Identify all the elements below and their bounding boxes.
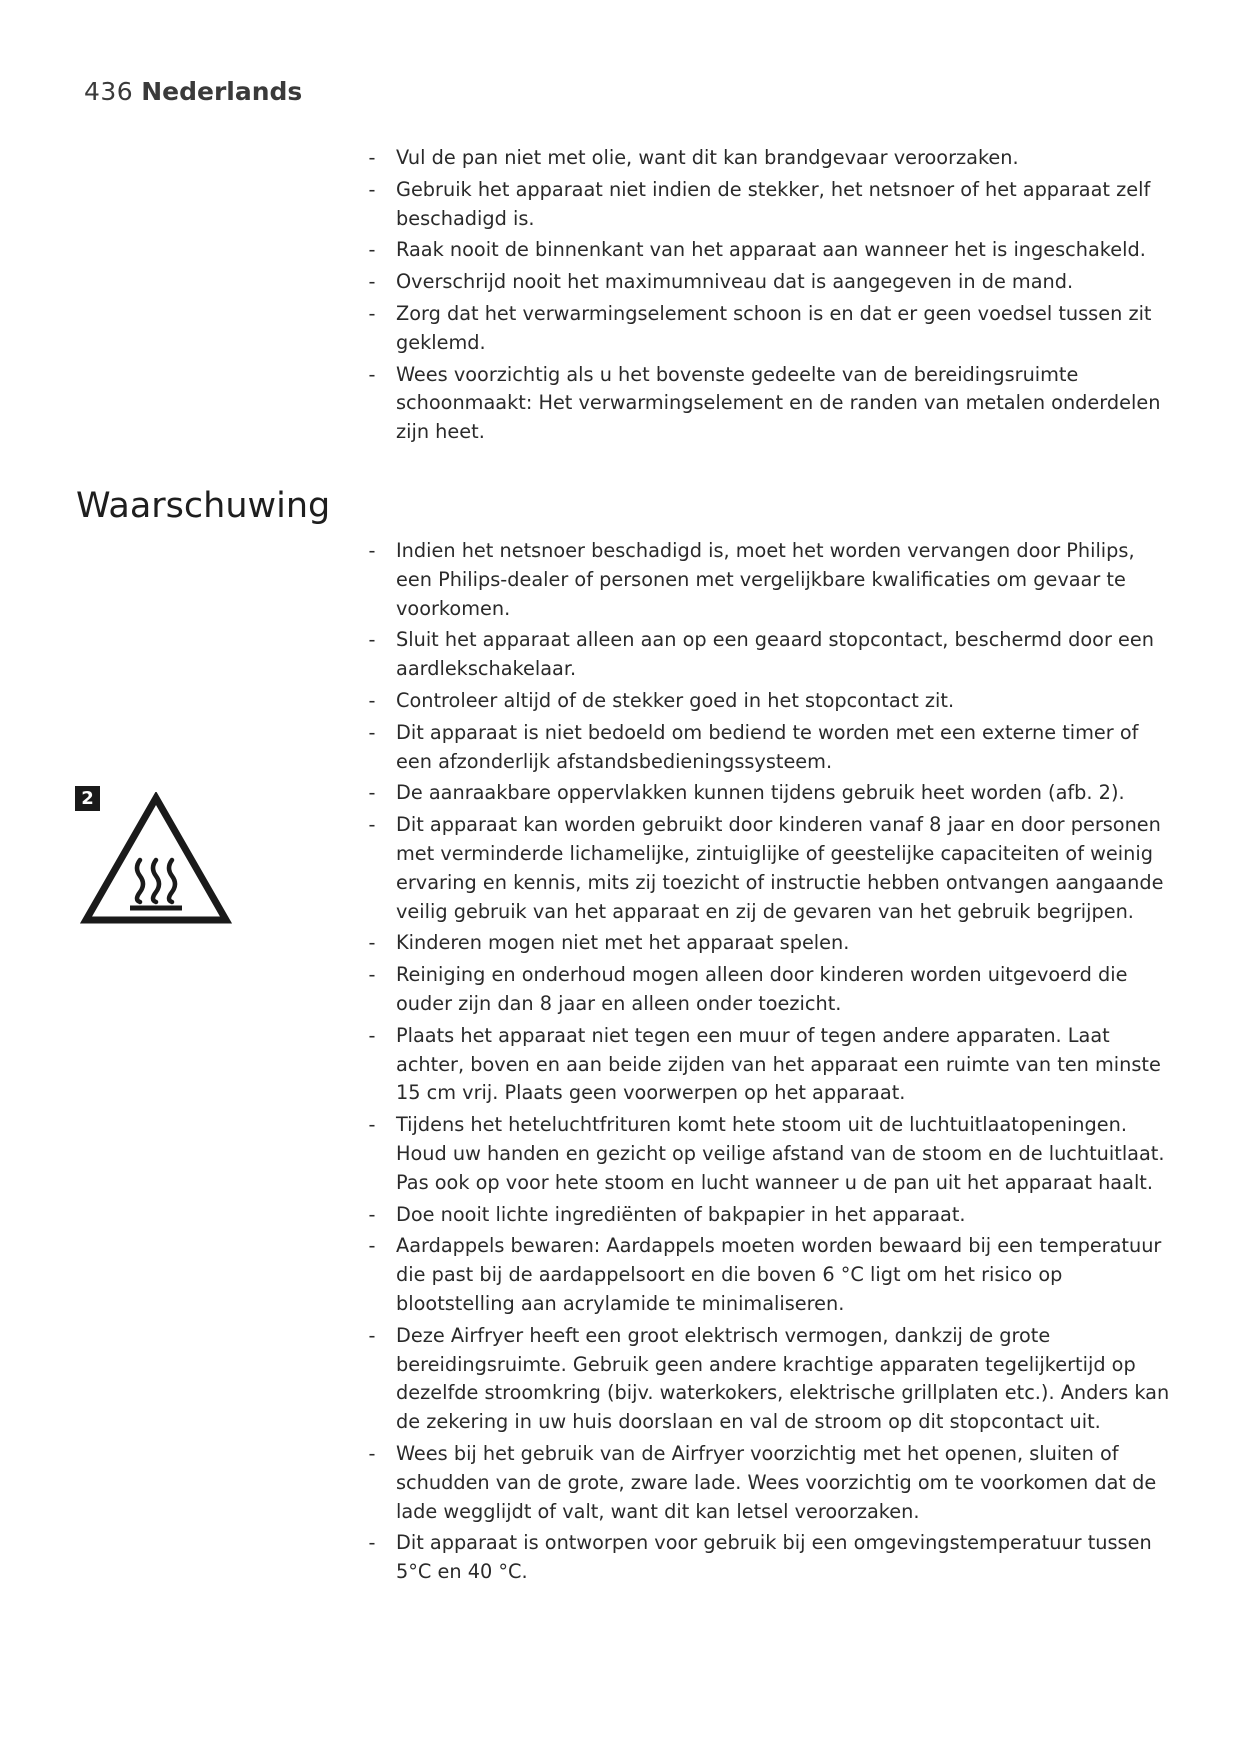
bullet-dash: - bbox=[368, 720, 376, 744]
list-item bbox=[362, 176, 1170, 234]
list-item-text: Plaats het apparaat niet tegen een muur of tegen andere apparaten. Laat achter, boven en aan beide zijden van het apparaat een ruimte van ten minste 15 cm vrij. Plaats geen voorwerpen op het apparaat. bbox=[396, 1023, 1161, 1105]
bullet-dash: - bbox=[368, 1202, 376, 1226]
list-item bbox=[362, 144, 1170, 173]
list-item-text: Deze Airfryer heeft een groot elektrisch vermogen, dankzij de grote bereidingsruimte. Gebruik geen andere krachtige apparaten tegelijkertijd op dezelfde stroomkring (bijv. waterkokers, elektrische grillplaten etc.). Anders kan de zekering in uw huis doorslaan en val de stroom op dit stopcontact uit. bbox=[396, 1323, 1170, 1434]
list-item bbox=[362, 300, 1170, 358]
list-item-text: Zorg dat het verwarmingselement schoon is en dat er geen voedsel tussen zit geklemd. bbox=[396, 301, 1152, 354]
list-item-text: Sluit het apparaat alleen aan op een geaard stopcontact, beschermd door een aardlekschakelaar. bbox=[396, 628, 1154, 681]
page-language: Nederlands bbox=[141, 77, 303, 106]
list-item bbox=[362, 236, 1170, 265]
list-item-text: Wees voorzichtig als u het bovenste gedeelte van de bereidingsruimte schoonmaakt: Het verwarmingselement en de randen van metalen onderdelen zijn heet. bbox=[396, 362, 1161, 444]
list-item-text: Indien het netsnoer beschadigd is, moet het worden vervangen door Philips, een Philips-dealer of personen met vergelijkbare kwalificaties om gevaar te voorkomen. bbox=[396, 539, 1135, 620]
list-item-text: Dit apparaat is niet bedoeld om bediend te worden met een externe timer of een afzonderlijk afstandsbedieningssysteem. bbox=[396, 720, 1139, 773]
bullet-dash: - bbox=[368, 177, 376, 201]
list-item bbox=[362, 811, 1170, 926]
list-item-text: Tijdens het heteluchtfrituren komt hete stoom uit de luchtuitlaatopeningen. Houd uw handen en gezicht op veilige afstand van de stoom en de luchtuitlaat. Pas ook op voor hete stoom en lucht wanneer u de pan uit het apparaat haalt. bbox=[396, 1113, 1165, 1194]
list-item-text: Controleer altijd of de stekker goed in het stopcontact zit. bbox=[396, 688, 955, 712]
list-item-text: Kinderen mogen niet met het apparaat spelen. bbox=[396, 931, 850, 955]
list-item-text: De aanraakbare oppervlakken kunnen tijdens gebruik heet worden (afb. 2). bbox=[396, 781, 1125, 805]
warning-list bbox=[362, 537, 1170, 1587]
list-item-text: Dit apparaat is ontworpen voor gebruik bij een omgevingstemperatuur tussen 5°C en 40 °C. bbox=[396, 1531, 1152, 1584]
bullet-dash: - bbox=[368, 1234, 376, 1258]
list-item-text: Overschrijd nooit het maximumniveau dat is aangegeven in de mand. bbox=[396, 270, 1074, 294]
bullet-dash: - bbox=[368, 628, 376, 652]
list-item-text: Dit apparaat kan worden gebruikt door kinderen vanaf 8 jaar en door personen met verminderde lichamelijke, zintuiglijke of geestelijke capaciteiten of weinig ervaring en kennis, mits zij toezicht of instructie hebben ontvangen aangaande veilig gebruik van het apparaat en zij de gevaren van het gebruik begrijpen. bbox=[396, 813, 1164, 923]
list-item bbox=[362, 1022, 1170, 1108]
bullet-dash: - bbox=[368, 1023, 376, 1047]
bullet-dash: - bbox=[368, 931, 376, 955]
list-item bbox=[362, 626, 1170, 684]
list-item bbox=[362, 1232, 1170, 1318]
figure-number-badge: 2 bbox=[75, 786, 100, 811]
list-item bbox=[362, 719, 1170, 777]
list-item bbox=[362, 929, 1170, 958]
precautions-list bbox=[362, 144, 1170, 447]
section-title: Waarschuwing bbox=[76, 486, 331, 526]
bullet-dash: - bbox=[368, 813, 376, 837]
list-item-text: Gebruik het apparaat niet indien de stekker, het netsnoer of het apparaat zelf beschadigd is. bbox=[396, 177, 1151, 230]
list-item bbox=[362, 1322, 1170, 1437]
list-item-text: Wees bij het gebruik van de Airfryer voorzichtig met het openen, sluiten of schudden van de grote, zware lade. Wees voorzichtig om te voorkomen dat de lade wegglijdt of valt, want dit kan letsel veroorzaken. bbox=[396, 1441, 1157, 1523]
bullet-dash: - bbox=[368, 301, 376, 325]
bullet-dash: - bbox=[368, 1113, 376, 1137]
list-item bbox=[362, 268, 1170, 297]
list-item bbox=[362, 961, 1170, 1019]
list-item bbox=[362, 361, 1170, 447]
page-number: 436 bbox=[84, 77, 134, 106]
list-item bbox=[362, 1440, 1170, 1526]
bullet-dash: - bbox=[368, 1323, 376, 1347]
list-item bbox=[362, 1201, 1170, 1230]
list-item-text: Raak nooit de binnenkant van het apparaat aan wanneer het is ingeschakeld. bbox=[396, 238, 1146, 262]
list-item-text: Reiniging en onderhoud mogen alleen door kinderen worden uitgevoerd die ouder zijn dan 8 jaar en alleen onder toezicht. bbox=[396, 963, 1128, 1015]
list-item bbox=[362, 1529, 1170, 1587]
list-item bbox=[362, 779, 1170, 808]
list-item-text: Vul de pan niet met olie, want dit kan brandgevaar veroorzaken. bbox=[396, 146, 1019, 169]
bullet-dash: - bbox=[368, 362, 376, 386]
hot-surface-warning-icon bbox=[80, 792, 232, 928]
bullet-dash: - bbox=[368, 963, 376, 987]
list-item-text: Aardappels bewaren: Aardappels moeten worden bewaard bij een temperatuur die past bij de aardappelsoort en die boven 6 °C ligt om het risico op blootstelling aan acrylamide te minimaliseren. bbox=[396, 1234, 1162, 1315]
list-item bbox=[362, 687, 1170, 716]
bullet-dash: - bbox=[368, 146, 376, 169]
bullet-dash: - bbox=[368, 1531, 376, 1555]
list-item bbox=[362, 1111, 1170, 1197]
bullet-dash: - bbox=[368, 270, 376, 294]
bullet-dash: - bbox=[368, 781, 376, 805]
bullet-dash: - bbox=[368, 688, 376, 712]
list-item-text: Doe nooit lichte ingrediënten of bakpapier in het apparaat. bbox=[396, 1202, 966, 1226]
page-header bbox=[84, 76, 302, 108]
list-item bbox=[362, 537, 1170, 623]
bullet-dash: - bbox=[368, 539, 376, 562]
bullet-dash: - bbox=[368, 1441, 376, 1465]
bullet-dash: - bbox=[368, 238, 376, 262]
